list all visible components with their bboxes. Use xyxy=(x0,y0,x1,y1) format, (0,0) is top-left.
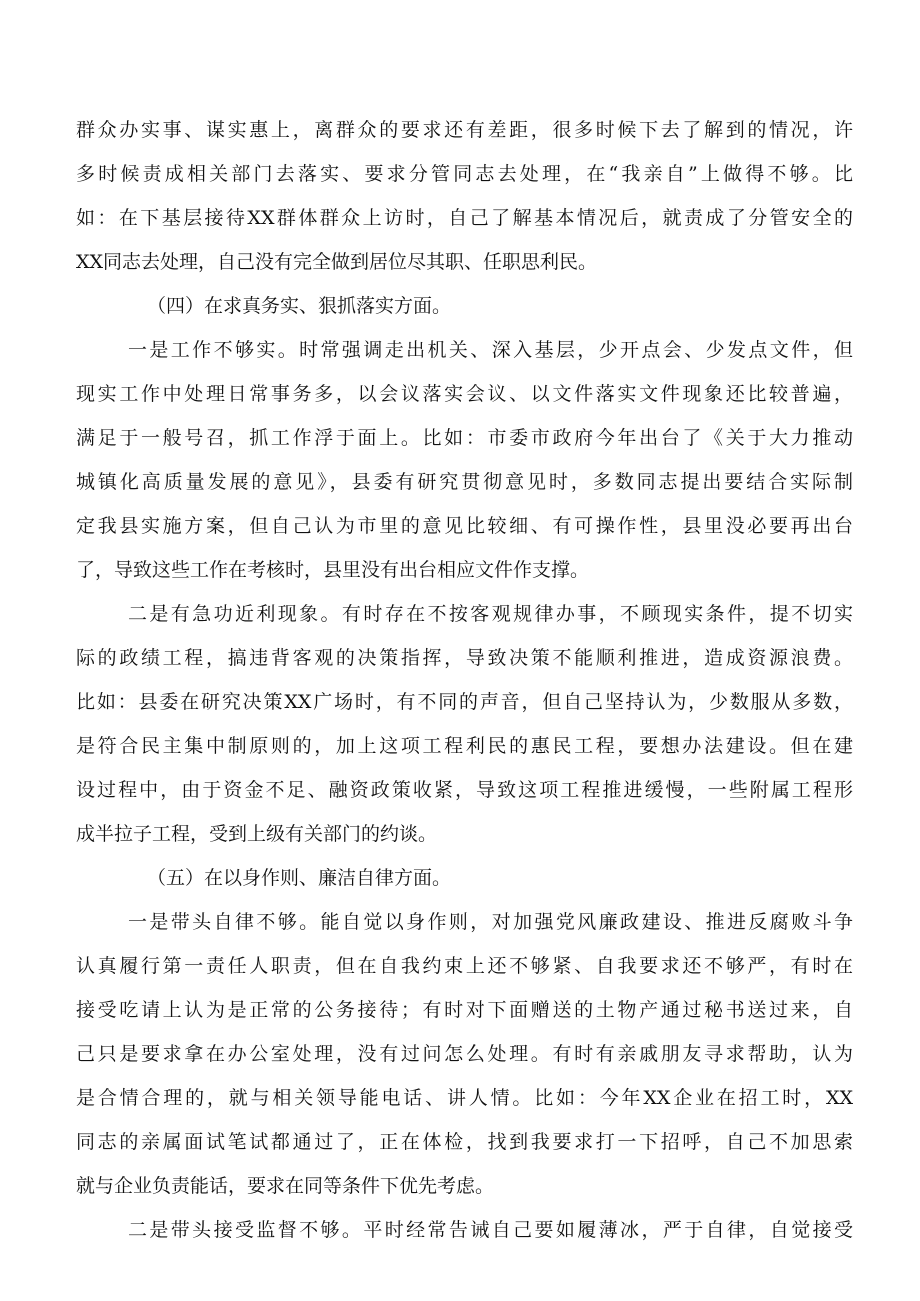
text-line: 二是有急功近利现象。有时存在不按客观规律办事，不顾现实条件，提不切实 xyxy=(128,603,853,625)
text-line: 就与企业负责能话，要求在同等条件下优先考虑。 xyxy=(76,1175,495,1197)
text-line: 接受吃请上认为是正常的公务接待；有时对下面赠送的土物产通过秘书送过来，自 xyxy=(76,999,853,1021)
section-heading: （五）在以身作则、廉洁自律方面。 xyxy=(147,867,452,889)
text-line: 设过程中，由于资金不足、融资政策收紧，导致这项工程推进缓慢，一些附属工程形 xyxy=(76,779,853,801)
text-line: 满足于一般号召，抓工作浮于面上。比如：市委市政府今年出台了《关于大力推动 xyxy=(76,427,853,449)
text-line: 己只是要求拿在办公室处理，没有过问怎么处理。有时有亲戚朋友寻求帮助，认为 xyxy=(76,1043,853,1065)
text-line: 现实工作中处理日常事务多，以会议落实会议、以文件落实文件现象还比较普遍， xyxy=(76,383,853,405)
text-line: 如：在下基层接待XX群体群众上访时，自己了解基本情况后，就责成了分管安全的 xyxy=(76,207,853,229)
text-line: 一是工作不够实。时常强调走出机关、深入基层，少开点会、少发点文件，但 xyxy=(128,339,853,361)
text-line: 了，导致这些工作在考核时，县里没有出台相应文件作支撑。 xyxy=(76,559,590,581)
text-line: 城镇化高质量发展的意见》，县委有研究贯彻意见时，多数同志提出要结合实际制 xyxy=(76,471,853,493)
text-line: XX同志去处理，自己没有完全做到居位尽其职、任职思利民。 xyxy=(76,251,598,273)
text-line: 多时候责成相关部门去落实、要求分管同志去处理，在“我亲自”上做得不够。比 xyxy=(76,163,853,185)
section-heading: （四）在求真务实、狠抓落实方面。 xyxy=(147,295,452,317)
text-line: 认真履行第一责任人职责，但在自我约束上还不够紧、自我要求还不够严，有时在 xyxy=(76,955,853,977)
text-line: 一是带头自律不够。能自觉以身作则，对加强党风廉政建设、推进反腐败斗争 xyxy=(128,911,853,933)
text-line: 际的政绩工程，搞违背客观的决策指挥，导致决策不能顺利推进，造成资源浪费。 xyxy=(76,647,853,669)
text-line: 同志的亲属面试笔试都通过了，正在体检，找到我要求打一下招呼，自己不加思索 xyxy=(76,1131,853,1153)
text-line: 定我县实施方案，但自己认为市里的意见比较细、有可操作性，县里没必要再出台 xyxy=(76,515,853,537)
text-line: 群众办实事、谋实惠上，离群众的要求还有差距，很多时候下去了解到的情况，许 xyxy=(76,119,853,141)
text-line: 二是带头接受监督不够。平时经常告诫自己要如履薄冰，严于自律，自觉接受 xyxy=(128,1219,853,1241)
text-line: 成半拉子工程，受到上级有关部门的约谈。 xyxy=(76,823,438,845)
text-line: 是符合民主集中制原则的，加上这项工程利民的惠民工程，要想办法建设。但在建 xyxy=(76,735,853,757)
text-line: 是合情合理的，就与相关领导能电话、讲人情。比如：今年XX企业在招工时，XX xyxy=(76,1087,853,1109)
text-line: 比如：县委在研究决策XX广场时，有不同的声音，但自己坚持认为，少数服从多数， xyxy=(76,691,853,713)
